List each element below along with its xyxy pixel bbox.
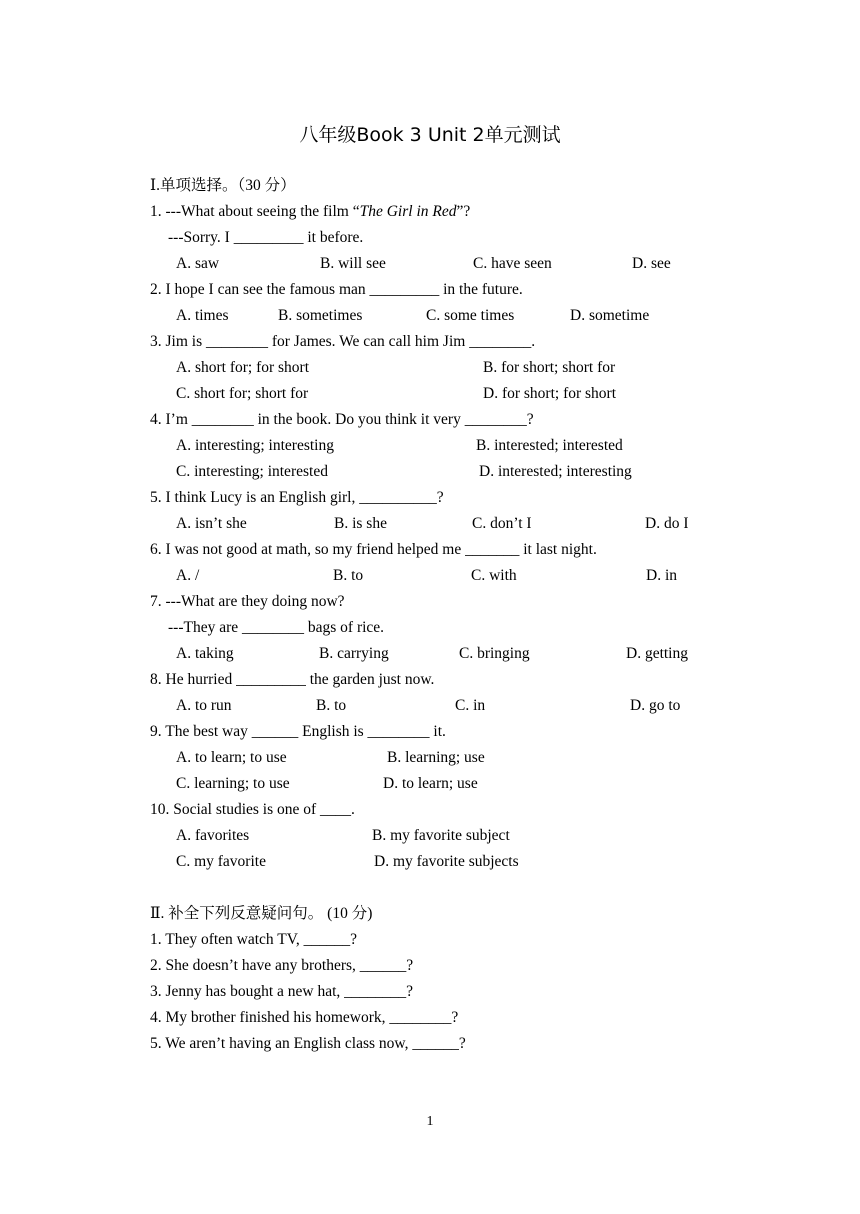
q6-option-c: C. with: [471, 567, 517, 584]
question-8-stem: 8. He hurried _________ the garden just now.: [150, 671, 435, 688]
section-2-heading: Ⅱ. 补全下列反意疑问句。 (10 分): [150, 905, 373, 922]
q6-option-d: D. in: [646, 567, 677, 584]
question-1-stem: 1. ---What about seeing the film “The Girl in Red”?: [150, 203, 471, 220]
q1-option-a: A. saw: [176, 255, 220, 272]
q8-option-b: B. to: [316, 697, 347, 714]
question-6-stem: 6. I was not good at math, so my friend helped me _______ it last night.: [150, 541, 597, 558]
q1-option-b: B. will see: [320, 255, 386, 272]
page-number: 1: [426, 1114, 434, 1129]
tag-question-2: 2. She doesn’t have any brothers, ______?: [150, 957, 414, 974]
q6-option-a: A. /: [176, 567, 200, 584]
q8-option-a: A. to run: [176, 697, 232, 714]
tag-question-5: 5. We aren’t having an English class now, ______?: [150, 1035, 466, 1052]
q6-option-b: B. to: [333, 567, 364, 584]
question-4-stem: 4. I’m ________ in the book. Do you think it very ________?: [150, 411, 534, 428]
q4-option-a: A. interesting; interesting: [176, 437, 334, 454]
question-7-stem-reply: ---They are ________ bags of rice.: [168, 619, 385, 636]
question-3-stem: 3. Jim is ________ for James. We can call him Jim ________.: [150, 333, 536, 350]
tag-question-3: 3. Jenny has bought a new hat, ________?: [150, 983, 414, 1000]
question-1-stem-reply: ---Sorry. I _________ it before.: [168, 229, 364, 246]
q2-option-b: B. sometimes: [278, 307, 363, 324]
q3-option-c: C. short for; short for: [176, 385, 309, 402]
q10-option-d: D. my favorite subjects: [374, 853, 519, 870]
q10-option-b: B. my favorite subject: [372, 827, 510, 844]
page-title: 八年级Book 3 Unit 2单元测试: [299, 124, 561, 146]
q7-option-d: D. getting: [626, 645, 688, 662]
q4-option-d: D. interested; interesting: [479, 463, 632, 480]
q2-option-a: A. times: [176, 307, 229, 324]
q7-option-b: B. carrying: [319, 645, 389, 662]
tag-question-1: 1. They often watch TV, ______?: [150, 931, 358, 948]
question-2-stem: 2. I hope I can see the famous man _________ in the future.: [150, 281, 523, 298]
q1-option-d: D. see: [632, 255, 671, 272]
q1-option-c: C. have seen: [473, 255, 552, 272]
question-10-stem: 10. Social studies is one of ____.: [150, 801, 355, 818]
q3-option-d: D. for short; for short: [483, 385, 617, 402]
q3-option-b: B. for short; short for: [483, 359, 616, 376]
q7-option-c: C. bringing: [459, 645, 530, 662]
q8-option-c: C. in: [455, 697, 486, 714]
q10-option-c: C. my favorite: [176, 853, 266, 870]
question-7-stem: 7. ---What are they doing now?: [150, 593, 345, 610]
q5-option-c: C. don’t I: [472, 515, 532, 532]
q5-option-d: D. do I: [645, 515, 689, 532]
q8-option-d: D. go to: [630, 697, 681, 714]
q9-option-d: D. to learn; use: [383, 775, 478, 792]
question-5-stem: 5. I think Lucy is an English girl, __________?: [150, 489, 444, 506]
q9-option-a: A. to learn; to use: [176, 749, 287, 766]
section-1-heading: Ⅰ.单项选择。（30 分）: [150, 177, 296, 194]
q5-option-b: B. is she: [334, 515, 387, 532]
q10-option-a: A. favorites: [176, 827, 250, 844]
q2-option-d: D. sometime: [570, 307, 650, 324]
q4-option-b: B. interested; interested: [476, 437, 623, 454]
q2-option-c: C. some times: [426, 307, 515, 324]
q9-option-b: B. learning; use: [387, 749, 485, 766]
q7-option-a: A. taking: [176, 645, 234, 662]
question-9-stem: 9. The best way ______ English is ________ it.: [150, 723, 446, 740]
q5-option-a: A. isn’t she: [176, 515, 247, 532]
tag-question-4: 4. My brother finished his homework, ________?: [150, 1009, 459, 1026]
q3-option-a: A. short for; for short: [176, 359, 310, 376]
q4-option-c: C. interesting; interested: [176, 463, 328, 480]
q9-option-c: C. learning; to use: [176, 775, 290, 792]
